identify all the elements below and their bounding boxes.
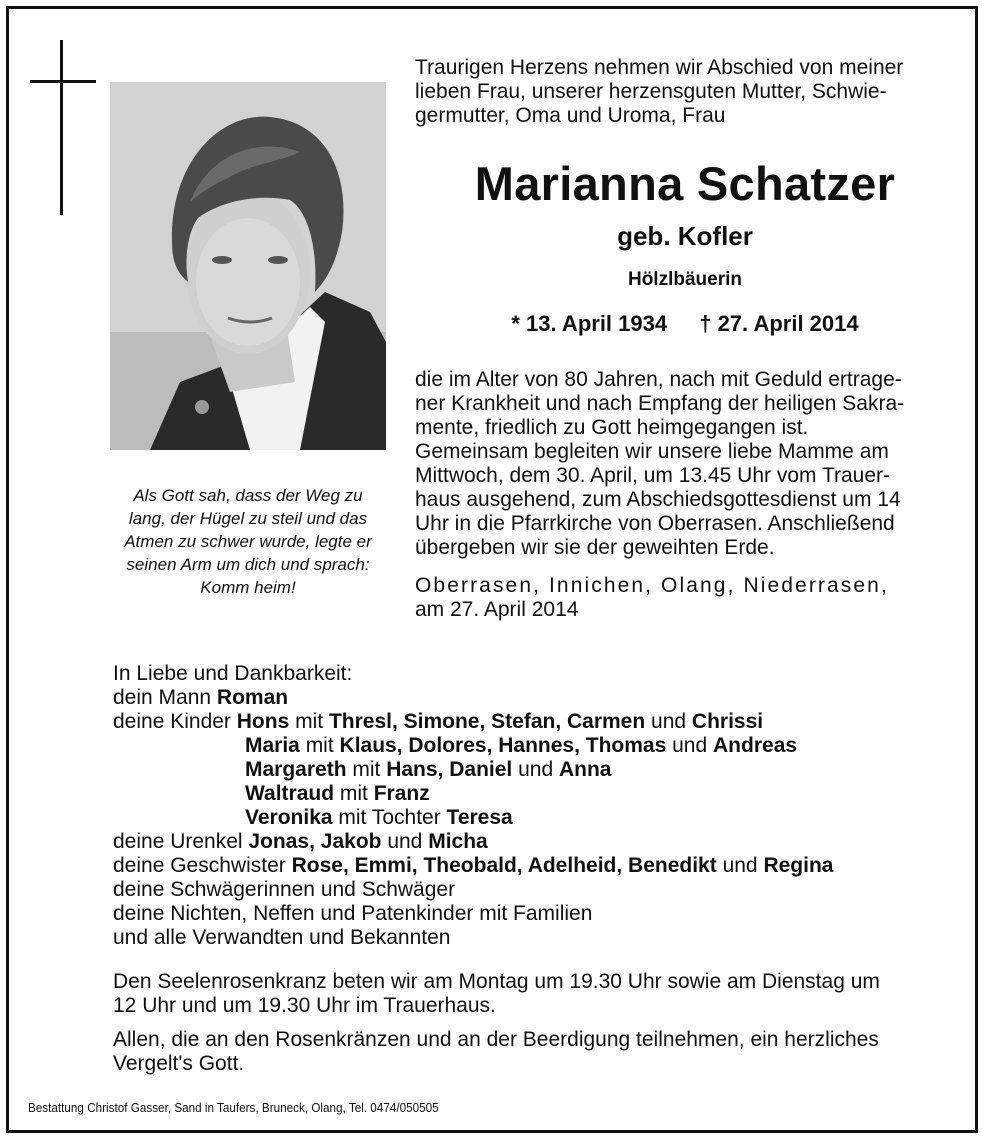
cross-icon (60, 40, 63, 215)
child-name: Maria (245, 734, 300, 757)
grandchildren-names: Klaus, Dolores, Hannes, Thomas (339, 734, 667, 757)
body-line: Gemeinsam begleiten wir unsere liebe Mamme am (415, 440, 889, 463)
family-row-inlaws: deine Schwägerinnen und Schwäger (113, 878, 456, 901)
cross-icon-bar (30, 80, 96, 83)
child-name: Veronika (245, 806, 333, 829)
child-name: Waltraud (245, 782, 335, 805)
deceased-name: Marianna Schatzer (474, 157, 896, 210)
body-line: ner Krankheit und nach Empfang der heiligen Sakra- (415, 392, 905, 415)
connector: und (645, 710, 692, 733)
great-grandchild-name: Micha (428, 830, 488, 853)
grandchild-name: Teresa (446, 806, 513, 829)
places-line: Oberrasen, Innichen, Olang, Niederrasen, (415, 574, 889, 597)
date-line: am 27. April 2014 (415, 598, 579, 621)
connector: und (381, 830, 429, 853)
body-line: Mittwoch, dem 30. April, um 13.45 Uhr vom Trauer- (415, 464, 891, 487)
connector: mit (346, 758, 387, 781)
poem-caption (100, 484, 396, 599)
connector: und (512, 758, 559, 781)
grandchild-name: Chrissi (691, 710, 764, 733)
label: deine Geschwister (113, 854, 292, 877)
life-dates (415, 310, 955, 338)
grandchildren-names: Hans, Daniel (386, 758, 513, 781)
places-date (415, 574, 955, 622)
thanks-text (113, 1028, 953, 1076)
intro-line: Traurigen Herzens nehmen wir Abschied von meiner (415, 56, 904, 79)
intro-line: lieben Frau, unserer herzensguten Mutter, Schwie- (415, 80, 887, 103)
birth-date: * 13. April 1934 (511, 311, 668, 336)
body-line: übergeben wir sie der geweihten Erde. (415, 536, 775, 559)
maiden-name: geb. Kofler (617, 221, 753, 251)
label: deine Urenkel (113, 830, 249, 853)
partner-name: Franz (373, 782, 430, 805)
death-date: † 27. April 2014 (699, 311, 859, 336)
caption-line: Als Gott sah, dass der Weg zu (133, 486, 363, 505)
family-row-husband (113, 686, 963, 710)
family-list (113, 662, 963, 950)
great-grandchildren-names: Jonas, Jakob (248, 830, 382, 853)
announcement-text (415, 368, 955, 560)
family-row-kid1 (113, 710, 963, 734)
child-name: Margareth (245, 758, 347, 781)
grandchild-name: Andreas (713, 734, 798, 757)
family-row-siblings (113, 854, 963, 878)
connector: mit Tochter (332, 806, 447, 829)
thanks-line: Allen, die an den Rosenkränzen und an der Beerdigung teilnehmen, ein herzliches (113, 1028, 879, 1051)
family-row-kid2 (113, 734, 963, 758)
body-line: haus ausgehend, zum Abschiedsgottesdienst um 14 (415, 488, 901, 511)
label: deine Kinder (113, 710, 237, 733)
connector: und (666, 734, 714, 757)
thanks-line: Vergelt's Gott. (113, 1052, 245, 1075)
grandchild-name: Anna (558, 758, 612, 781)
body-line: Uhr in die Pfarrkirche von Oberrasen. Anschließend (415, 512, 895, 535)
caption-line: seinen Arm um dich und sprach: (126, 555, 370, 574)
rosary-text (113, 970, 953, 1018)
farm-name: Hölzlbäuerin (627, 269, 742, 290)
child-name: Hons (236, 710, 290, 733)
rosary-line: Den Seelenrosenkranz beten wir am Montag um 19.30 Uhr sowie am Dienstag um (113, 970, 880, 993)
connector: mit (334, 782, 374, 805)
connector: mit (299, 734, 340, 757)
caption-line: Atmen zu schwer wurde, legte er (124, 532, 372, 551)
family-row-greatgrandchildren (113, 830, 963, 854)
family-row-kid4 (113, 782, 963, 806)
family-row-kid5 (113, 806, 963, 830)
intro-line: germutter, Oma und Uroma, Frau (415, 104, 726, 127)
family-row-relatives: und alle Verwandten und Bekannten (113, 926, 451, 949)
connector: und (716, 854, 764, 877)
grandchildren-names: Thresl, Simone, Stefan, Carmen (328, 710, 646, 733)
caption-line: Komm heim! (200, 578, 296, 597)
funeral-home-footer: Bestattung Christof Gasser, Sand in Taufers, Bruneck, Olang, Tel. 0474/050505 (28, 1100, 439, 1115)
husband-name: Roman (216, 686, 289, 709)
family-heading: In Liebe und Dankbarkeit: (113, 662, 353, 685)
body-line: die im Alter von 80 Jahren, nach mit Geduld ertrage- (415, 368, 902, 391)
rosary-line: 12 Uhr und um 19.30 Uhr im Trauerhaus. (113, 994, 496, 1017)
body-line: mente, friedlich zu Gott heimgegangen ist. (415, 416, 809, 439)
caption-line: lang, der Hügel zu steil und das (128, 509, 368, 528)
sibling-name: Regina (763, 854, 834, 877)
sibling-names: Rose, Emmi, Theobald, Adelheid, Benedikt (291, 854, 717, 877)
connector: mit (289, 710, 329, 733)
portrait-photo (110, 82, 386, 450)
intro-text (415, 56, 955, 128)
label: dein Mann (113, 686, 217, 709)
family-row-kid3 (113, 758, 963, 782)
family-row-nieces: deine Nichten, Neffen und Patenkinder mit Familien (113, 902, 593, 925)
